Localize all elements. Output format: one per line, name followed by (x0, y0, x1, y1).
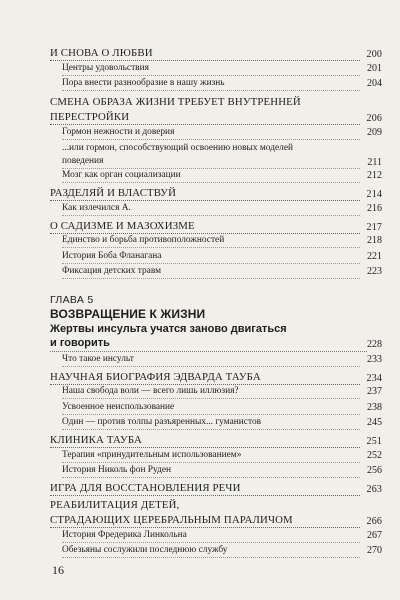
entry-line (62, 141, 382, 155)
chapter-heading (50, 294, 382, 352)
page-ref: 217 (366, 221, 382, 233)
entry-title: История Николь фон Руден (62, 464, 360, 478)
toc-section-entry[interactable] (50, 184, 382, 201)
page-ref: 237 (367, 386, 382, 398)
entry-title: РАЗДЕЛЯЙ И ВЛАСТВУЙ (50, 187, 360, 201)
toc-section-entry[interactable] (50, 368, 382, 385)
toc-subentry[interactable] (50, 169, 382, 185)
entry-title: РЕАБИЛИТАЦИЯ ДЕТЕЙ, (50, 499, 180, 511)
entry-title: поведения (62, 155, 360, 169)
page-ref: 267 (367, 529, 382, 541)
chapter-title: ВОЗВРАЩЕНИЕ К ЖИЗНИ (50, 307, 206, 321)
page-ref: 266 (366, 516, 382, 527)
toc-subentry[interactable] (50, 234, 382, 250)
toc-section-entry[interactable] (50, 92, 382, 125)
page-number: 16 (52, 563, 64, 577)
entry-title: Фиксация детских травм (62, 265, 360, 279)
entry-title: ...или гормон, способствующий освоению новых моделей (62, 142, 294, 153)
entry-title: Пора внести разнообразие в нашу жизнь (62, 77, 360, 91)
entry-line (62, 155, 382, 169)
entry-title: СМЕНА ОБРАЗА ЖИЗНИ ТРЕБУЕТ ВНУТРЕННЕЙ (50, 96, 301, 108)
chapter-subtitle-line: и говорить (50, 336, 367, 352)
toc-subentry[interactable] (50, 544, 382, 560)
entry-title: И СНОВА О ЛЮБВИ (50, 47, 360, 61)
toc-section-entry[interactable] (50, 44, 382, 61)
entry-title: Как излечился А. (62, 202, 360, 216)
entry-title: Усвоенное неиспользование (62, 401, 360, 415)
page-ref: 238 (367, 401, 382, 413)
chapter-subtitle[interactable] (50, 322, 382, 352)
entry-title: Обезьяны сослужили последнюю службу (62, 544, 360, 558)
page-ref: 245 (367, 417, 382, 429)
toc-subentry[interactable] (50, 400, 382, 416)
toc-subentry[interactable] (50, 416, 382, 432)
entry-line (50, 512, 382, 528)
entry-title: История Боба Фланагана (62, 250, 360, 264)
page-ref: 200 (366, 49, 382, 60)
page-ref: 216 (367, 202, 382, 214)
page-ref: 221 (367, 250, 382, 262)
entry-title: Наша свобода воли — всего лишь иллюзия? (62, 385, 360, 399)
entry-title: Мозг как орган социализации (62, 169, 360, 183)
page-ref: 209 (367, 126, 382, 138)
chapter-label: ГЛАВА 5 (50, 294, 94, 306)
toc-subentry[interactable] (50, 385, 382, 401)
page-ref: 212 (367, 170, 382, 182)
toc-subentry[interactable] (50, 77, 382, 93)
toc-section-entry[interactable] (50, 217, 382, 234)
entry-title: О САДИЗМЕ И МАЗОХИЗМЕ (50, 220, 360, 234)
toc-subentry[interactable] (50, 352, 382, 368)
entry-line (50, 496, 382, 512)
toc-subentry[interactable] (50, 61, 382, 77)
entry-title: Терапия «принудительным использованием» (62, 449, 360, 463)
page-ref: 256 (367, 465, 382, 477)
toc-section-1 (50, 44, 382, 280)
toc-subentry[interactable] (50, 265, 382, 281)
toc-subentry[interactable] (50, 448, 382, 464)
entry-title: Один — против толпы разъяренных... гуманистов (62, 416, 360, 430)
entry-line (50, 480, 382, 496)
table-of-contents (50, 44, 382, 559)
page-ref: 234 (366, 372, 382, 384)
entry-line (50, 109, 382, 125)
toc-subentry[interactable] (50, 125, 382, 141)
entry-title: Гормон нежности и доверия (62, 126, 360, 140)
toc-section-entry[interactable] (50, 431, 382, 448)
entry-title: История Фредерика Линкольна (62, 529, 360, 543)
toc-section-entry[interactable] (50, 479, 382, 528)
toc-subentry[interactable] (50, 141, 382, 169)
toc-subentry[interactable] (50, 528, 382, 544)
toc-section-2 (50, 352, 382, 559)
page-ref: 223 (367, 266, 382, 278)
page-ref: 211 (367, 156, 382, 168)
toc-subentry[interactable] (50, 249, 382, 265)
page-ref: 233 (367, 353, 382, 365)
chapter-subtitle-line: Жертвы инсульта учатся заново двигаться (50, 323, 287, 335)
entry-title: ПЕРЕСТРОЙКИ (50, 111, 360, 125)
toc-subentry[interactable] (50, 201, 382, 217)
entry-title: Что такое инсульт (62, 353, 360, 367)
page-ref: 263 (366, 484, 382, 495)
page-ref: 206 (366, 113, 382, 124)
page-ref: 251 (366, 436, 382, 447)
entry-title: Единство и борьба противоположностей (62, 234, 360, 248)
page-ref: 201 (367, 62, 382, 74)
entry-title: КЛИНИКА ТАУБА (50, 434, 360, 448)
page-ref: 214 (366, 189, 382, 200)
page-ref: 204 (367, 78, 382, 90)
page-ref: 270 (367, 545, 382, 557)
entry-title: НАУЧНАЯ БИОГРАФИЯ ЭДВАРДА ТАУБА (50, 371, 360, 385)
entry-title: СТРАДАЮЩИХ ЦЕРЕБРАЛЬНЫМ ПАРАЛИЧОМ (50, 514, 360, 528)
page-ref: 218 (367, 235, 382, 247)
entry-line (50, 93, 382, 109)
page-ref: 252 (367, 449, 382, 461)
page-ref: 228 (367, 339, 382, 350)
entry-title: Центры удовольствия (62, 62, 360, 76)
entry-title: ИГРА ДЛЯ ВОССТАНОВЛЕНИЯ РЕЧИ (50, 482, 360, 496)
toc-subentry[interactable] (50, 464, 382, 480)
